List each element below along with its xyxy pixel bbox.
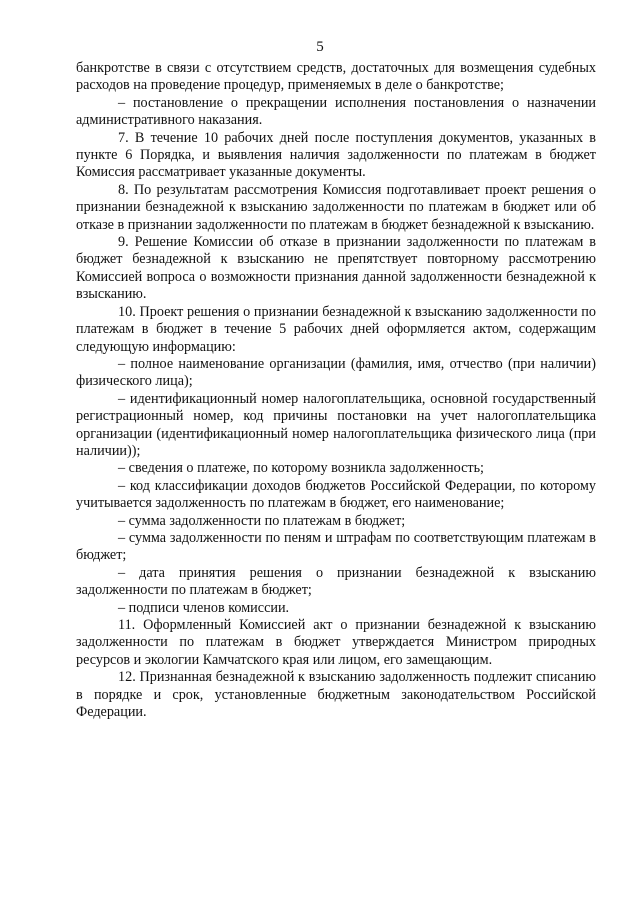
- paragraph-clause-11: 11. Оформленный Комиссией акт о признании безнадежной к взысканию задолженности по платежам в бюджет утверждается Министром природных ресурсов и экологии Камчатского края или лицом, его замещающим.: [76, 617, 596, 668]
- list-item-signatures: – подписи членов комиссии.: [118, 599, 290, 616]
- paragraph-clause-10: 10. Проект решения о признании безнадежной к взысканию задолженности по платежам в бюджет в течение 5 рабочих дней оформляется актом, содержащим следующую информацию:: [76, 303, 596, 355]
- paragraph-clause-12: 12. Признанная безнадежной к взысканию задолженность подлежит списанию в порядке и срок, установленные бюджетным законодательством Российской Федерации.: [76, 669, 596, 721]
- document-body: [76, 60, 596, 721]
- list-item-classification-code: – код классификации доходов бюджетов Российской Федерации, по которому учитывается задолженность по платежам в бюджет, его наименование;: [76, 477, 596, 512]
- page-number: 5: [316, 39, 324, 55]
- paragraph-bankruptcy-continuation: банкротстве в связи с отсутствием средств, достаточных для возмещения судебных расходов на проведение процедур, применяемых в деле о банкротстве;: [76, 60, 596, 94]
- list-item-decision-date: – дата принятия решения о признании безнадежной к взысканию задолженности по платежам в бюджет;: [76, 564, 596, 599]
- list-item-debt-amount: – сумма задолженности по платежам в бюджет;: [118, 512, 406, 529]
- list-item-penalty-amount: – сумма задолженности по пеням и штрафам по соответствующим платежам в бюджет;: [76, 529, 596, 564]
- list-item-organization-name: – полное наименование организации (фамилия, имя, отчество (при наличии) физического лица);: [76, 355, 596, 390]
- paragraph-clause-7: 7. В течение 10 рабочих дней после поступления документов, указанных в пункте 6 Порядка, и выявления наличия задолженности по платежам в бюджет Комиссия рассматривает указанные документы.: [76, 129, 596, 181]
- list-item-taxpayer-id: – идентификационный номер налогоплательщика, основной государственный регистрационный номер, код причины постановки на учет налогоплательщика организации (идентификационный номер налогоплательщика физического лица (при наличии));: [76, 390, 596, 459]
- paragraph-clause-8: 8. По результатам рассмотрения Комиссия подготавливает проект решения о признании безнадежной к взысканию задолженности по платежам в бюджет или об отказе в признании задолженности по платежам в бюджет безнадежной к взысканию.: [76, 181, 596, 233]
- list-item-termination-resolution: – постановление о прекращении исполнения постановления о назначении административного наказания.: [76, 94, 596, 129]
- list-item-payment-info: – сведения о платеже, по которому возникла задолженность;: [118, 460, 484, 477]
- paragraph-clause-9: 9. Решение Комиссии об отказе в признании задолженности по платежам в бюджет безнадежной к взысканию не препятствует повторному рассмотрению Комиссией вопроса о возможности признания данной задолженности безнадежной к взысканию.: [76, 234, 596, 303]
